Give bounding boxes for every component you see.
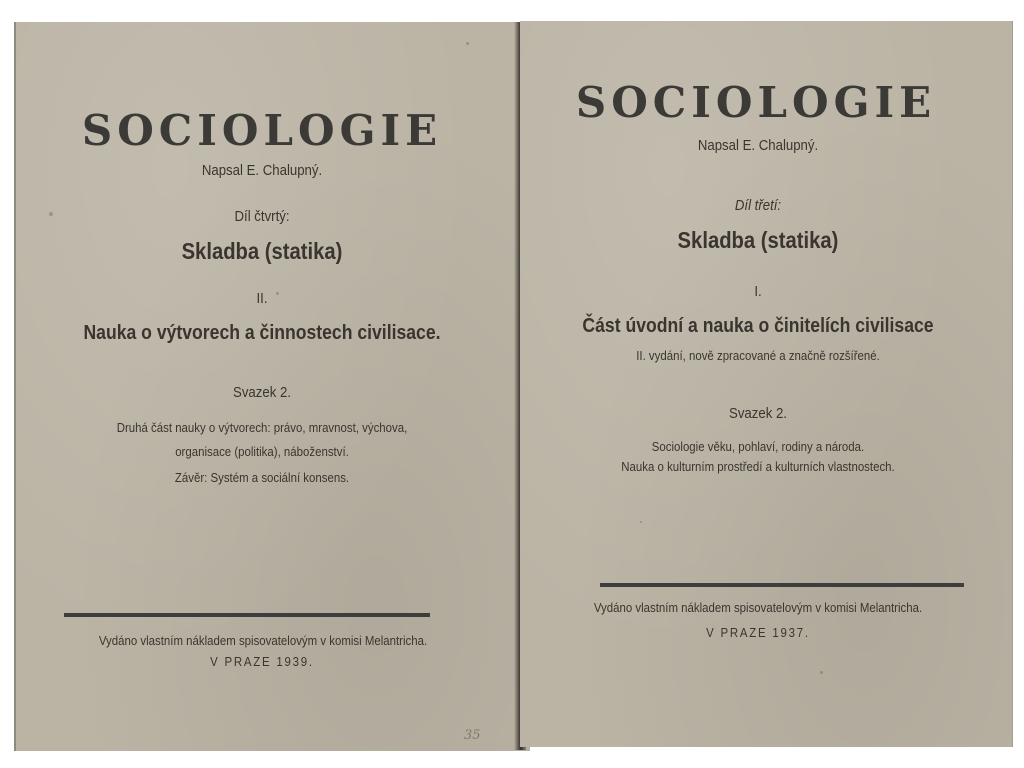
cover-contents-line: Závěr: Systém a sociální konsens. <box>174 470 350 485</box>
cover-title: SOCIOLOGIE <box>575 78 937 127</box>
divider-rule <box>64 613 430 617</box>
cover-edition: II. vydání, nově zpracované a značně rozšířené. <box>636 348 880 363</box>
cover-contents-line: Nauka o kulturním prostředí a kulturních vlastnostech. <box>621 459 895 474</box>
cover-section-title: Část úvodní a nauka o činitelích civilisace <box>582 315 934 337</box>
cover-place-year: V PRAZE 1939. <box>210 654 314 669</box>
cover-section-number: II. <box>256 290 268 307</box>
cover-section-number: I. <box>754 283 762 300</box>
divider-rule <box>600 583 964 587</box>
cover-author: Napsal E. Chalupný. <box>201 162 323 179</box>
cover-part: Díl třetí: <box>734 197 782 214</box>
cover-author: Napsal E. Chalupný. <box>697 137 819 154</box>
pencil-mark: 35 <box>464 728 481 743</box>
cover-publisher: Vydáno vlastním nákladem spisovatelovým v komisi Melantricha. <box>98 633 428 648</box>
cover-subtitle: Skladba (statika) <box>181 238 343 264</box>
cover-part: Díl čtvrtý: <box>234 208 290 225</box>
paper-blemish <box>820 671 823 674</box>
cover-section-title: Nauka o výtvorech a činnostech civilisace. <box>83 322 441 344</box>
cover-contents-line: organisace (politika), náboženství. <box>175 444 349 459</box>
cover-place-year: V PRAZE 1937. <box>706 625 810 640</box>
paper-blemish <box>49 212 53 216</box>
cover-publisher: Vydáno vlastním nákladem spisovatelovým v komisi Melantricha. <box>593 600 923 615</box>
cover-volume: Svazek 2. <box>729 405 787 422</box>
paper-blemish <box>640 521 642 523</box>
paper-blemish <box>466 42 469 45</box>
cover-volume: Svazek 2. <box>233 384 291 401</box>
paper-blemish <box>276 292 279 295</box>
cover-contents-line: Druhá část nauky o výtvorech: právo, mravnost, výchova, <box>116 420 408 435</box>
book-cover-left <box>14 22 530 751</box>
cover-subtitle: Skladba (statika) <box>677 227 839 253</box>
book-cover-right <box>520 21 1013 747</box>
cover-title: SOCIOLOGIE <box>81 106 443 155</box>
cover-contents-line: Sociologie věku, pohlaví, rodiny a národa. <box>651 439 865 454</box>
